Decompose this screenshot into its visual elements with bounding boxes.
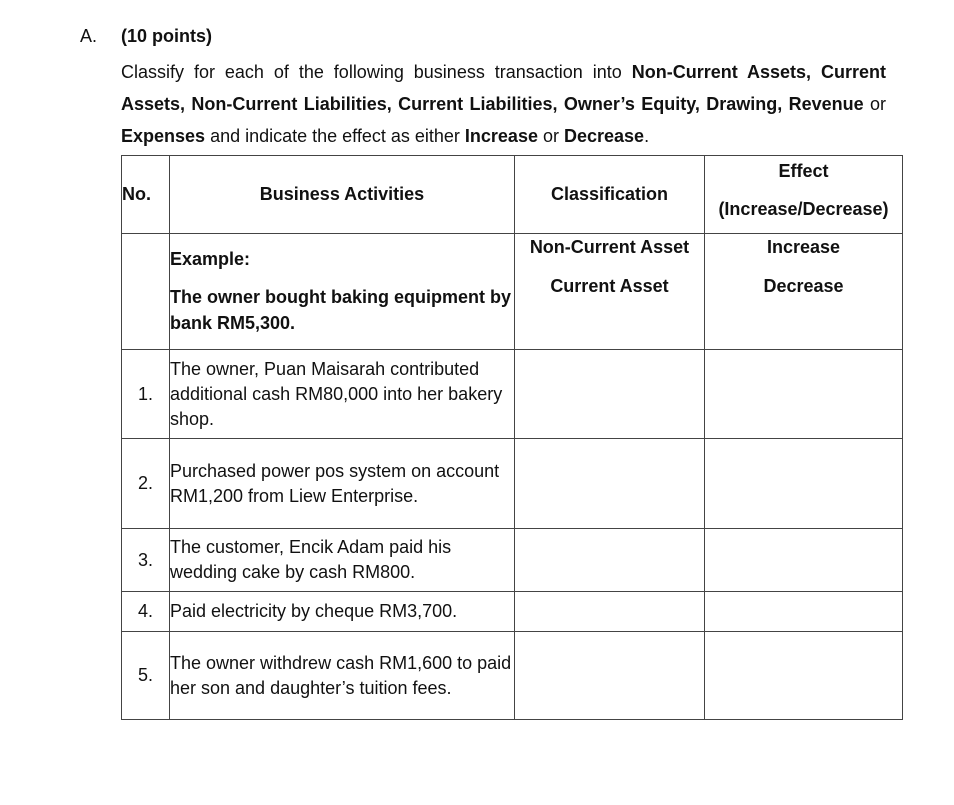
row-activity: Paid electricity by cheque RM3,700. (170, 592, 515, 632)
instructions-decrease: Decrease (563, 126, 645, 146)
table-row (122, 439, 903, 529)
row-activity: Purchased power pos system on account RM1,200 from Liew Enterprise. (170, 439, 515, 529)
row-number: 3. (122, 529, 170, 592)
row-effect-blank[interactable] (705, 439, 903, 529)
instructions-text-4: or (537, 126, 564, 146)
table-row (122, 529, 903, 592)
row-classification-blank[interactable] (515, 439, 705, 529)
header-effect (705, 156, 903, 234)
example-no-cell (122, 234, 170, 350)
row-classification-blank[interactable] (515, 529, 705, 592)
instructions-increase: Increase (464, 126, 538, 146)
example-row (122, 234, 903, 350)
example-text: The owner bought baking equipment by bank RM5,300. (170, 287, 511, 333)
instructions-text-5: . (644, 126, 650, 146)
header-effect-subtitle: (Increase/Decrease) (718, 198, 889, 219)
example-activity-cell (170, 234, 515, 350)
activities-table (121, 155, 903, 720)
row-number: 5. (122, 632, 170, 720)
row-classification-blank[interactable] (515, 592, 705, 632)
example-effect-cell (705, 234, 903, 350)
table-row (122, 592, 903, 632)
instructions-expenses: Expenses (121, 126, 206, 146)
instructions-text-2: or (863, 94, 886, 114)
row-classification-blank[interactable] (515, 350, 705, 439)
table-row (122, 632, 903, 720)
row-effect-blank[interactable] (705, 632, 903, 720)
example-classification-cell (515, 234, 705, 350)
example-label: Example: (170, 249, 251, 269)
header-activities: Business Activities (170, 156, 515, 234)
row-number: 4. (122, 592, 170, 632)
row-number: 1. (122, 350, 170, 439)
example-classification-1: Non-Current Asset (529, 237, 690, 257)
row-activity: The owner withdrew cash RM1,600 to paid her son and daughter’s tuition fees. (170, 632, 515, 720)
header-no: No. (122, 156, 170, 234)
row-number: 2. (122, 439, 170, 529)
row-activity: The customer, Encik Adam paid his wedding cake by cash RM800. (170, 529, 515, 592)
question-letter: A. (80, 26, 98, 46)
row-activity: The owner, Puan Maisarah contributed additional cash RM80,000 into her bakery shop. (170, 350, 515, 439)
question-points: (10 points) (121, 26, 213, 46)
instructions-categories: Non-Current Assets, Current Assets, Non-Current Liabilities, Current Liabilities, Owner’s Equity, Drawing, Revenue (121, 62, 886, 114)
example-effect-1: Increase (766, 237, 841, 257)
instructions-text-3: and indicate the effect as either (205, 126, 465, 146)
example-effect-2: Decrease (763, 276, 844, 296)
header-effect-title: Effect (778, 160, 829, 181)
row-effect-blank[interactable] (705, 529, 903, 592)
question-instructions (121, 56, 886, 152)
example-classification-2: Current Asset (550, 276, 669, 296)
header-classification: Classification (515, 156, 705, 234)
instructions-text-1: Classify for each of the following business transaction into (121, 62, 632, 82)
row-classification-blank[interactable] (515, 632, 705, 720)
header-row (122, 156, 903, 234)
row-effect-blank[interactable] (705, 592, 903, 632)
row-effect-blank[interactable] (705, 350, 903, 439)
table-row (122, 350, 903, 439)
